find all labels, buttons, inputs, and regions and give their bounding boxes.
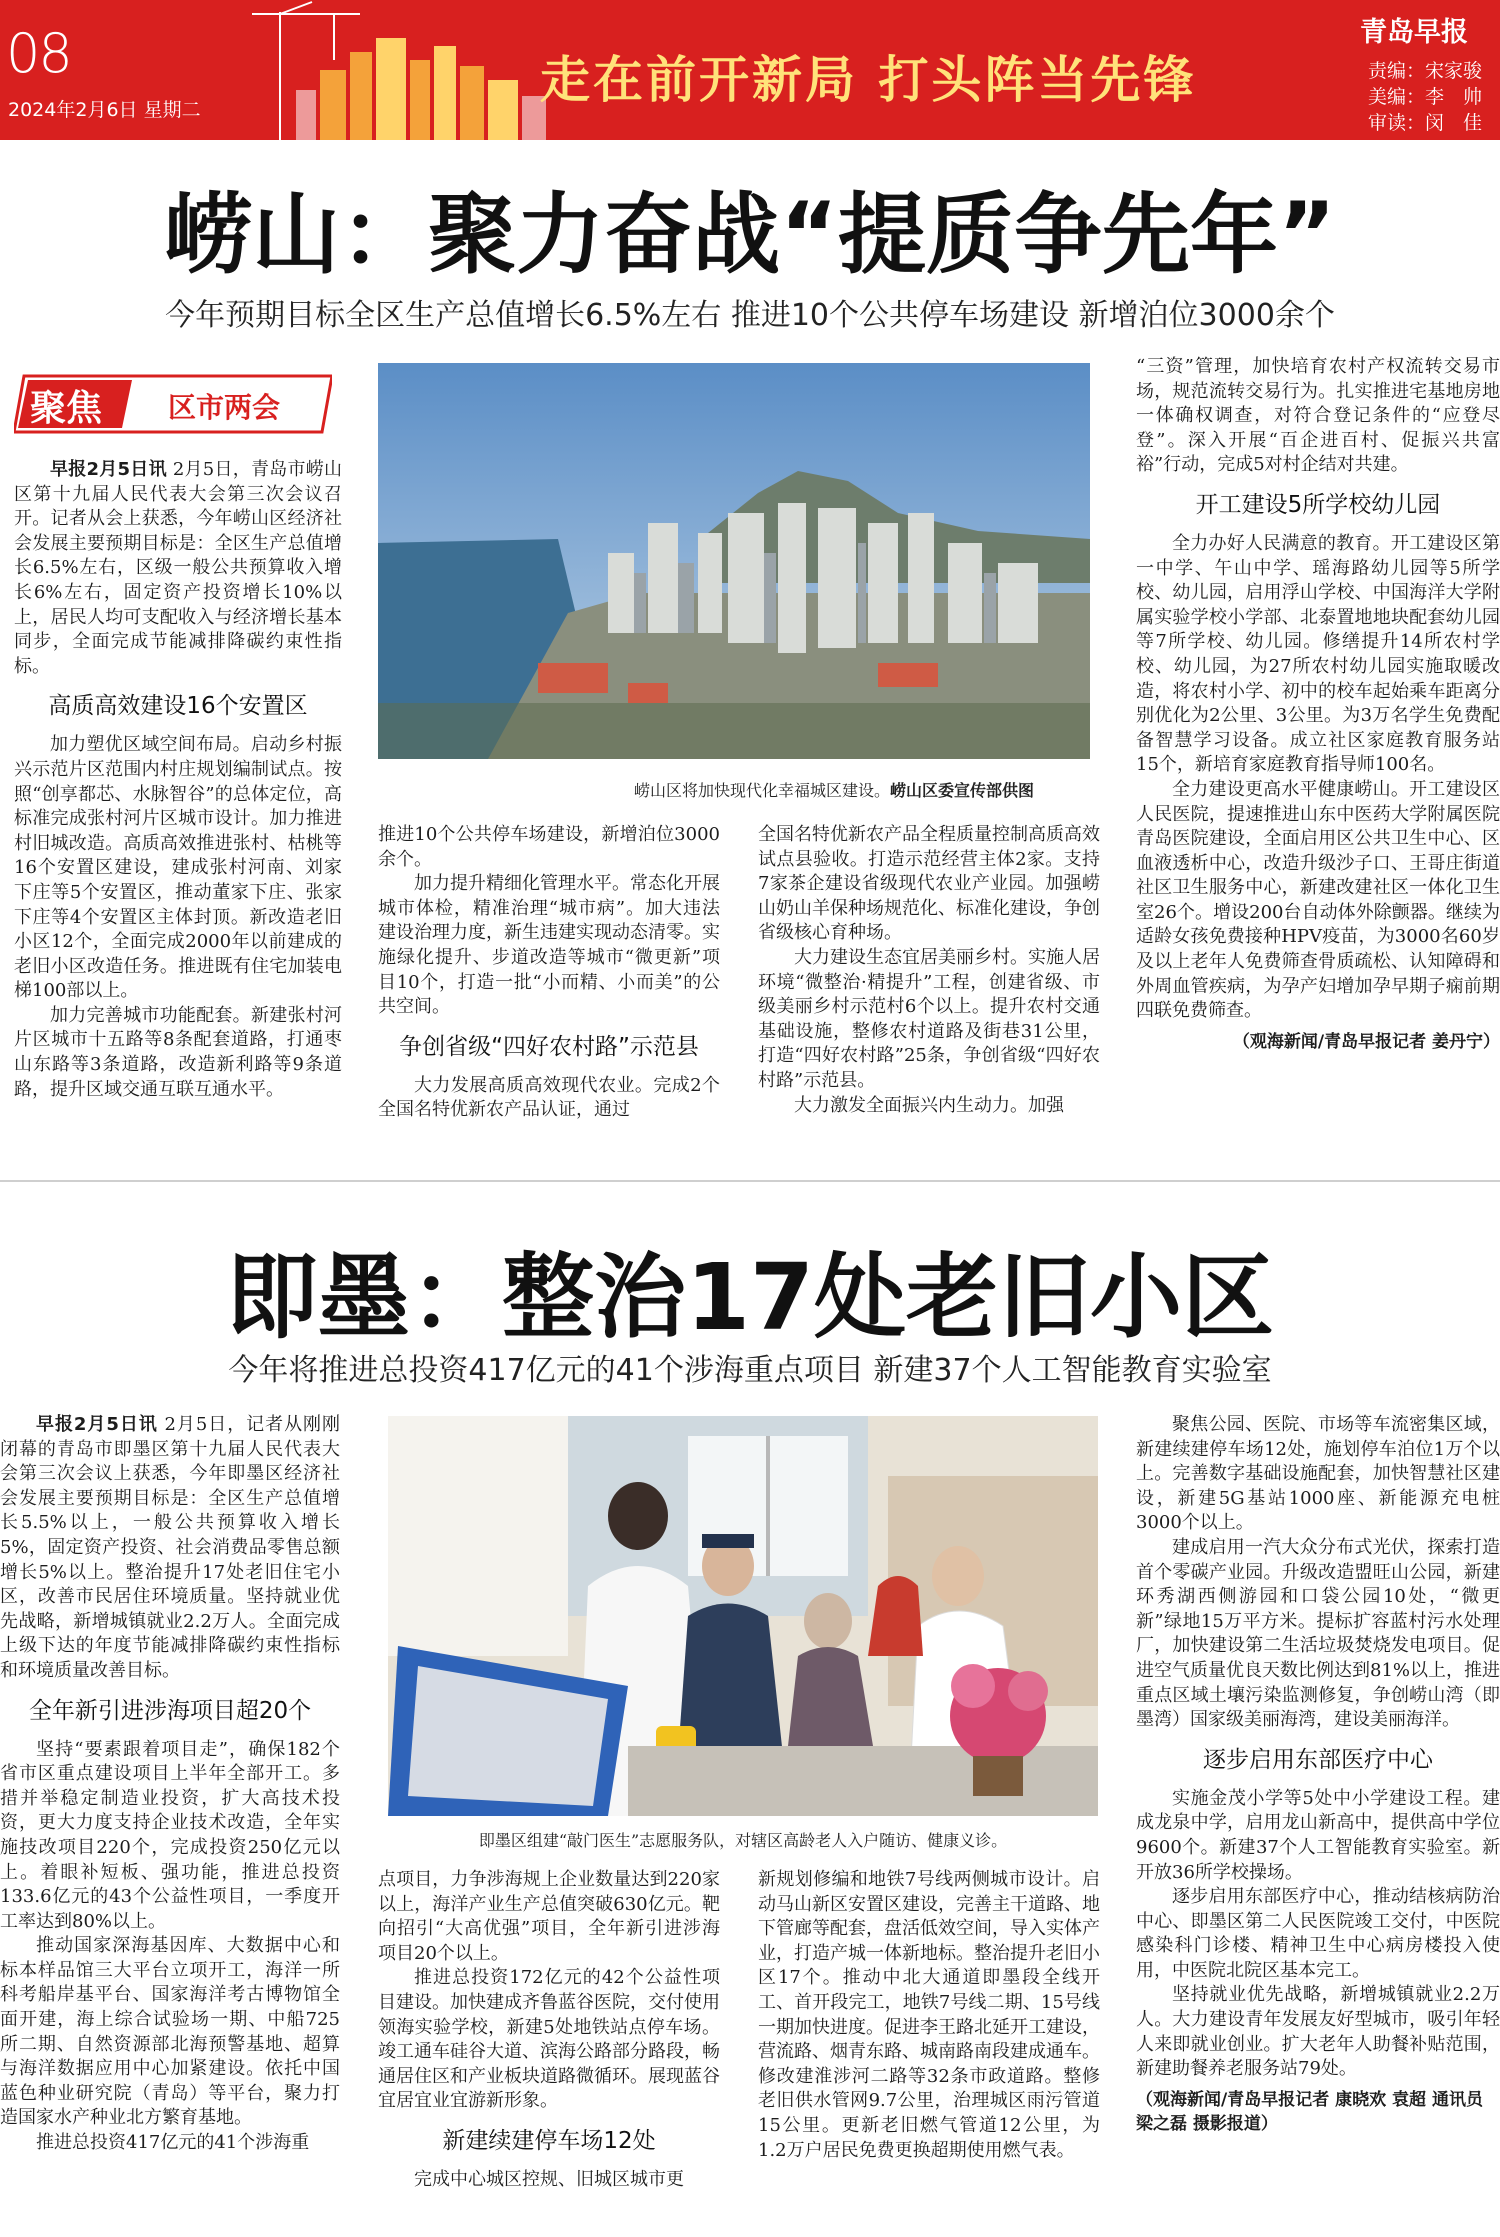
article2-col2-p2: 推进总投资172亿元的42个公益性项目建设。加快建成齐鲁蓝谷医院，交付使用领海实验学校，新建5处地铁站点停车场。竣工通车硅谷大道、滨海公路部分路段，畅通居住区和产业板块道路微循环。展现蓝谷宜居宜业宜游新形象。 [378,1967,720,2112]
article1-credit: （观海新闻/青岛早报记者 姜丹宁） [1232,1031,1500,1052]
article1-col4-p3: 全力建设更高水平健康崂山。开工建设区人民医院，提速推进山东中医药大学附属医院青岛医院建设，全面启用区公共卫生中心、区血液透析中心，改造升级沙子口、王哥庄街道社区卫生服务中心，新建改建社区一体化卫生室26个。增设200台自动体外除颤器。继续为适龄女孩免费接种HPV疫苗，为3000名60岁及以上老年人免费筛查骨质疏松、认知障碍和外周血管疾病，为孕产妇增加孕早期子痫前期四联免费筛查。 [1136,778,1500,1022]
door-knocking-doctor-photo [388,1416,1098,1816]
article2-section2-title: 新建续建停车场12处 [442,2127,656,2154]
focus-tag-small: 区市两会 [167,391,281,424]
article1-col4-p1: “三资”管理，加快培育农村产权流转交易市场，规范流转交易行为。扎实推进宅基地房地一体确权调查，对符合登记条件的“应登尽登”。深入开展“百企进百村、促振兴共富裕”行动，完成5对村企结对共建。 [1136,356,1500,476]
focus-section-tag [14,370,332,438]
article2-col4-p1: 聚焦公园、医院、市场等车流密集区域，新建续建停车场12处，施划停车泊位1万个以上。完善数字基础设施配套，加快智慧社区建设，新建5G基站1000座、新能源充电桩3000个以上。 [1136,1414,1500,1534]
article1-col3-p1: 全国名特优新农产品全程质量控制高质高效试点县验收。打造示范经营主体2家。支持7家茶企建设省级现代农业产业园。加强崂山奶山羊保种场规范化、标准化建设，争创省级核心育种场。 [758,824,1100,944]
article1-headline: 崂山：聚力奋战“提质争先年” [164,183,1336,286]
brand-name: 青岛早报 [1360,17,1468,48]
article1-col2-p1: 推进10个公共停车场建设，新增泊位3000余个。 [378,824,720,870]
article2-col2-p1: 点项目，力争涉海规上企业数量达到220家以上，海洋产业生产总值突破630亿元。靶向招引“大高优强”项目，全年新引进涉海项目20个以上。 [378,1869,720,1964]
article1-photo-credit: 崂山区委宣传部供图 [890,781,1035,800]
article2-col1-p3: 推进总投资417亿元的41个涉海重 [36,2132,310,2154]
masthead-banner [0,0,1500,140]
article1-subhead: 今年预期目标全区生产总值增长6.5%左右 推进10个公共停车场建设 新增泊位3000余个 [165,298,1335,333]
article1-col3-p3: 大力激发全面振兴内生动力。加强 [794,1094,1064,1116]
article1-section2-title: 争创省级“四好农村路”示范县 [399,1033,699,1060]
article1-col2-p3: 大力发展高质高效现代农业。完成2个全国名特优新农产品认证，通过 [378,1074,720,1121]
article1-column-1 [14,458,342,1158]
article2-lead-tag: 早报2月5日讯 [36,1414,158,1435]
article2-col4-p4: 逐步启用东部医疗中心，推动结核病防治中心、即墨区第二人民医院竣工交付，中医院感染科门诊楼、精神卫生中心病房楼投入使用，中医院北院区基本完工。 [1136,1886,1500,1981]
article2-column-1 [0,1413,340,2237]
article2-credit: （观海新闻/青岛早报记者 康晓欢 袁超 通讯员 梁之磊 摄影报道） [1136,2089,1483,2135]
designer-line: 美编：李 帅 [1368,86,1483,108]
page-number: 08 [6,22,71,85]
article2-col4-p3: 实施金茂小学等5处中小学建设工程。建成龙泉中学，启用龙山新高中，提供高中学位9600个。新建37个人工智能教育实验室。新开放36所学校操场。 [1136,1787,1500,1883]
issue-date: 2024年2月6日 星期二 [8,99,201,121]
banner-slogan: 走在前开新局 打头阵当先锋 [540,51,1197,109]
article2-column-2 [378,1868,720,2237]
article2-col1-p2: 推动国家深海基因库、大数据中心和标本样品馆三大平台立项开工，海洋一所科考船岸基平台、国家海洋考古博物馆全面开建，海上综合试验场一期、中船725所二期、自然资源部北海预警基地、超算与海洋数据应用中心加紧建设。依托中国蓝色种业研究院（青岛）等平台，聚力打造国家水产种业北方繁育基地。 [0,1935,340,2129]
article1-section1-p1: 加力塑优区域空间布局。启动乡村振兴示范片区范围内村庄规划编制试点。按照“创享都芯、水脉智谷”的总体定位，高标准完成张村河片区城市设计。加力推进村旧城改造。高质高效推进张村、枯桃等16个安置区建设，建成张村河南、刘家下庄等5个安置区，推动董家下庄、张家下庄等4个安置区主体封顶。新改造老旧小区12个，全面完成2000年以前建成的老旧小区改造任务。推进既有住宅加装电梯100部以上。 [14,734,342,1002]
article1-section1-p2: 加力完善城市功能配套。新建张村河片区城市十五路等8条配套道路，打通枣山东路等3条道路，改造新利路等9条道路，提升区域交通互联互通水平。 [14,1004,342,1100]
article2-headline: 即墨：整治17处老旧小区 [225,1244,1275,1351]
article1-section3-title: 开工建设5所学校幼儿园 [1195,491,1441,518]
article1-photo-caption [578,778,1090,801]
article1-caption-text: 崂山区将加快现代化幸福城区建设。 [633,781,890,800]
article1-section1-title: 高质高效建设16个安置区 [48,693,308,720]
article2-column-4 [1136,1413,1500,2237]
article-divider [0,1180,1500,1182]
article1-col2-p2: 加力提升精细化管理水平。常态化开展城市体检，精准治理“城市病”。加大违法建设治理力度，新生违建实现动态清零。实施绿化提升、步道改造等城市“微更新”项目10个，打造一批“小而精、小而美”的公共空间。 [378,873,720,1018]
article1-lead-tag: 早报2月5日讯 [50,459,167,480]
proofreader-line: 审读：闵 佳 [1368,112,1483,134]
article2-section3-title: 逐步启用东部医疗中心 [1203,1746,1433,1773]
article2-section1-title: 全年新引进涉海项目超20个 [28,1697,312,1724]
article1-col3-p2: 大力建设生态宜居美丽乡村。实施人居环境“微整治·精提升”工程，创建省级、市级美丽乡村示范村6个以上。提升农村交通基础设施，整修农村道路及街巷31公里，打造“四好农村路”25条，争创省级“四好农村路”示范县。 [758,946,1100,1091]
article2-col3-p1: 新规划修编和地铁7号线两侧城市设计。启动马山新区安置区建设，完善主干道路、地下管廊等配套，盘活低效空间，导入实体产业，打造产城一体新地标。整治提升老旧小区17个。推动中北大通道即墨段全线开工、首开段完工，地铁7号线二期、15号线一期加快进度。促进李王路北延开工建设，营流路、烟青东路、城南路南段建成通车。修改建淮涉河二路等32条市政道路。整修老旧供水管网9.7公里，治理城区雨污管道15公里。更新老旧燃气管道12公里，为1.2万户居民免费更换超期使用燃气表。 [758,1869,1100,2161]
city-skyline-illustration [250,0,580,140]
article2-column-3 [758,1868,1100,2237]
article1-column-2 [378,823,720,1163]
article2-col4-p5: 坚持就业优先战略，新增城镇就业2.2万人。大力建设青年发展友好型城市，吸引年轻人来即就业创业。扩大老年人助餐补贴范围，新建助餐养老服务站79处。 [1136,1984,1500,2080]
newspaper-brand [1360,10,1468,49]
article2-col1-p1: 坚持“要素跟着项目走”，确保182个省市区重点建设项目上半年全部开工。多措并举稳定制造业投资，扩大高技术投资，更大力度支持企业技术改造，全年实施技改项目220个，完成投资250亿元以上。着眼补短板、强功能，推进总投资133.6亿元的43个公益性项目，一季度开工率达到80%以上。 [0,1738,340,1932]
article1-column-4 [1136,355,1500,1165]
article1-lead: 2月5日，青岛市崂山区第十九届人民代表大会第三次会议召开。记者从会上获悉，今年崂山区经济社会发展主要预期目标是：全区生产总值增长6.5%左右，区级一般公共预算收入增长6%左右，固定资产投资增长10%以上，居民人均可支配收入与经济增长基本同步，全面完成节能减排降碳约束性指标。 [14,459,342,677]
focus-tag-big: 聚焦 [29,387,103,429]
article1-col4-p2: 全力办好人民满意的教育。开工建设区第一中学、午山中学、瑶海路幼儿园等5所学校、幼儿园，启用浮山学校、中国海洋大学附属实验学校小学部、北泰置地地块配套幼儿园等7所学校、幼儿园。修缮提升14所农村学校、幼儿园，为27所农村幼儿园实施取暖改造，将农村小学、初中的校车起始乘车距离分别优化为2公里、3公里。为3万名学生免费配备智慧学习设备。成立社区家庭教育服务站15个，新培育家庭教育指导师100名。 [1136,532,1500,776]
article2-col2-p3: 完成中心城区控规、旧城区城市更 [414,2168,684,2190]
article2-col4-p2: 建成启用一汽大众分布式光伏，探索打造首个零碳产业园。升级改造盟旺山公园，新建环秀湖西侧游园和口袋公园10处，“微更新”绿地15万平方米。提标扩容蓝村污水处理厂，加快建设第二生活垃圾焚烧发电项目。促进空气质量优良天数比例达到81%以上，推进重点区域土壤污染监测修复，争创崂山湾（即墨湾）国家级美丽海湾，建设美丽海洋。 [1136,1536,1500,1731]
article1-column-3 [758,823,1100,1163]
article2-lead: 2月5日，记者从刚刚闭幕的青岛市即墨区第十九届人民代表大会第三次会议上获悉，今年即墨区经济社会发展主要预期目标是：全区生产总值增长5.5%以上，一般公共预算收入增长5%，固定资产投资、社会消费品零售总额增长5%以上。整治提升17处老旧住宅小区，改善市民居住环境质量。坚持就业优先战略，新增城镇就业2.2万人。全面完成上级下达的年度节能减排降碳约束性指标和环境质量改善目标。 [0,1414,340,1681]
laoshan-city-photo [378,363,1090,759]
article2-subhead: 今年将推进总投资417亿元的41个涉海重点项目 新建37个人工智能教育实验室 [228,1353,1272,1388]
editor-line: 责编：宋家骏 [1368,60,1483,82]
article2-photo-caption: 即墨区组建“敲门医生”志愿服务队，对辖区高龄老人入户随访、健康义诊。 [478,1831,1008,1850]
